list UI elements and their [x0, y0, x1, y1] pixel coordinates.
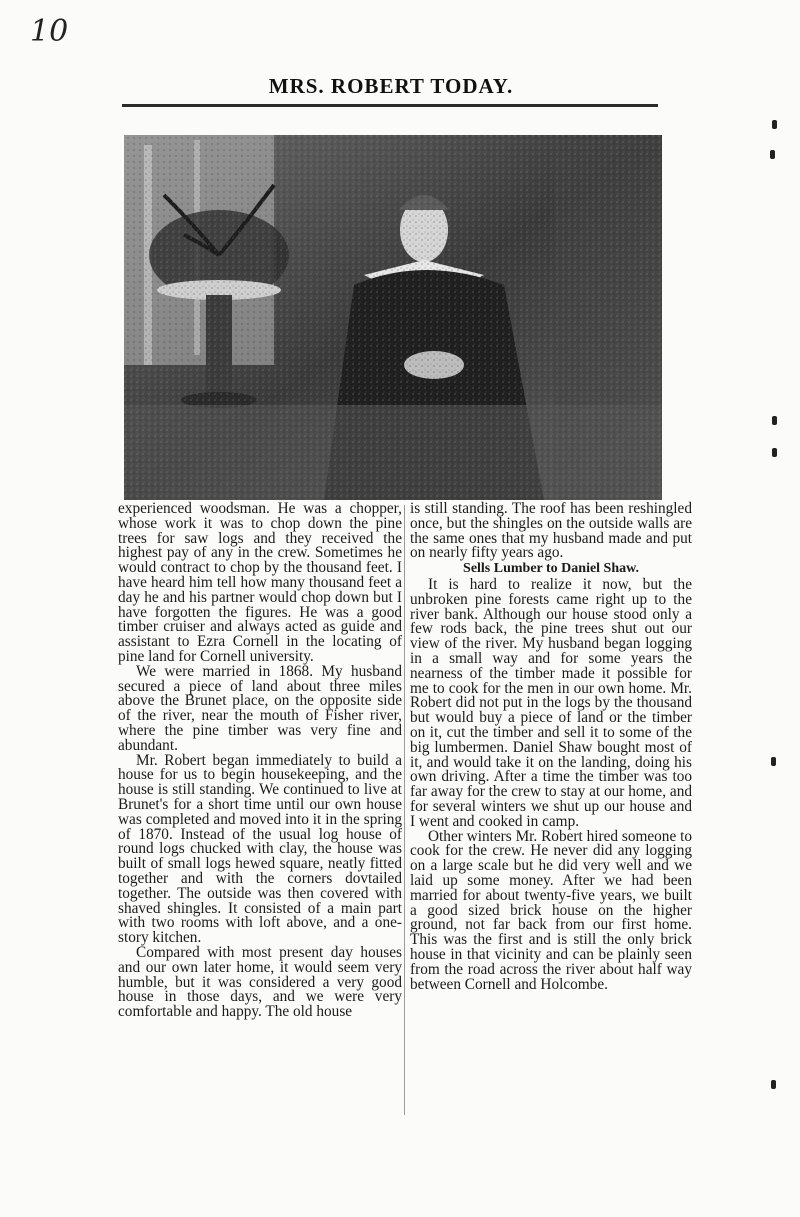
margin-mark — [771, 757, 776, 766]
margin-mark — [772, 120, 777, 129]
paragraph: Mr. Robert began immediately to build a house for us to begin housekeeping, and the house is still standing. We continued to live at Brunet's for a short time until our own house was completed and moved into it in the spring of 1870. Instead of the usual log house of round logs chucked with clay, the house was built of small logs hewed square, neatly fitted together and with the corners dovtailed together. The outside was then covered with shaved shingles. It consisted of a main part with two rooms with loft above, and a one-story kitchen. — [118, 751, 402, 947]
column-divider — [404, 505, 405, 1115]
headline-rule — [122, 104, 658, 107]
headline: MRS. ROBERT TODAY. — [268, 74, 514, 98]
margin-mark — [772, 416, 777, 425]
margin-mark — [771, 1080, 776, 1089]
margin-mark — [772, 448, 777, 457]
portrait-photo — [124, 135, 662, 500]
paragraph: Other winters Mr. Robert hired someone to cook for the crew. He never did any logging on a large scale but he did very well and we laid up some money. After we had been married for about twenty-five years, we built a good sized brick house on the higher ground, not far back from our first home. This was the first and is still the only brick house in that vicinity and can be plainly seen from the road across the river about half way between Cornell and Holcombe. — [410, 827, 692, 993]
right-column — [410, 502, 692, 992]
section-heading: Sells Lumber to Daniel Shaw. — [463, 561, 639, 577]
margin-mark — [770, 150, 775, 159]
left-column — [118, 502, 402, 1020]
paragraph: Compared with most present day houses and our own later home, it would seem very humble, but it was considered a very good house in those days, and we were very comfortable and happy. The old house — [118, 943, 402, 1021]
page-number: 10 — [30, 14, 69, 49]
paragraph: We were married in 1868. My husband secured a piece of land about three miles above the Brunet place, on the opposite side of the river, near the mouth of Fisher river, where the pine timber was very fine and abundant. — [118, 662, 402, 754]
paragraph: experienced woodsman. He was a chopper, whose work it was to chop down the pine trees for saw logs and they received the highest pay of any in the crew. Sometimes he would contract to chop by the thousand feet. I have heard him tell how many thousand feet a day he and his partner would chop down but I have forgotten the figures. He was a good timber cruiser and always acted as guide and assistant to Ezra Cornell in the locating of pine land for Cornell university. — [118, 500, 402, 665]
paragraph: is still standing. The roof has been reshingled once, but the shingles on the outside walls are the same ones that my husband made and put on nearly fifty years ago. — [410, 500, 692, 562]
paragraph: It is hard to realize it now, but the unbroken pine forests came right up to the river bank. Although our house stood only a few rods back, the pine trees shut out our view of the river. My husband began logging in a small way and for some years the nearness of the timber made it possible for me to cook for the men in our own home. Mr. Robert did not put in the logs by the thousand but would buy a piece of land or the timber on it, cut the timber and sell it to some of the big lumbermen. Daniel Shaw bought most of it, and would take it on the landing, doing his own driving. After a time the timber was too far away for the crew to stay at our home, and for several winters we shut up our house and I went and cooked in camp. — [410, 575, 692, 830]
